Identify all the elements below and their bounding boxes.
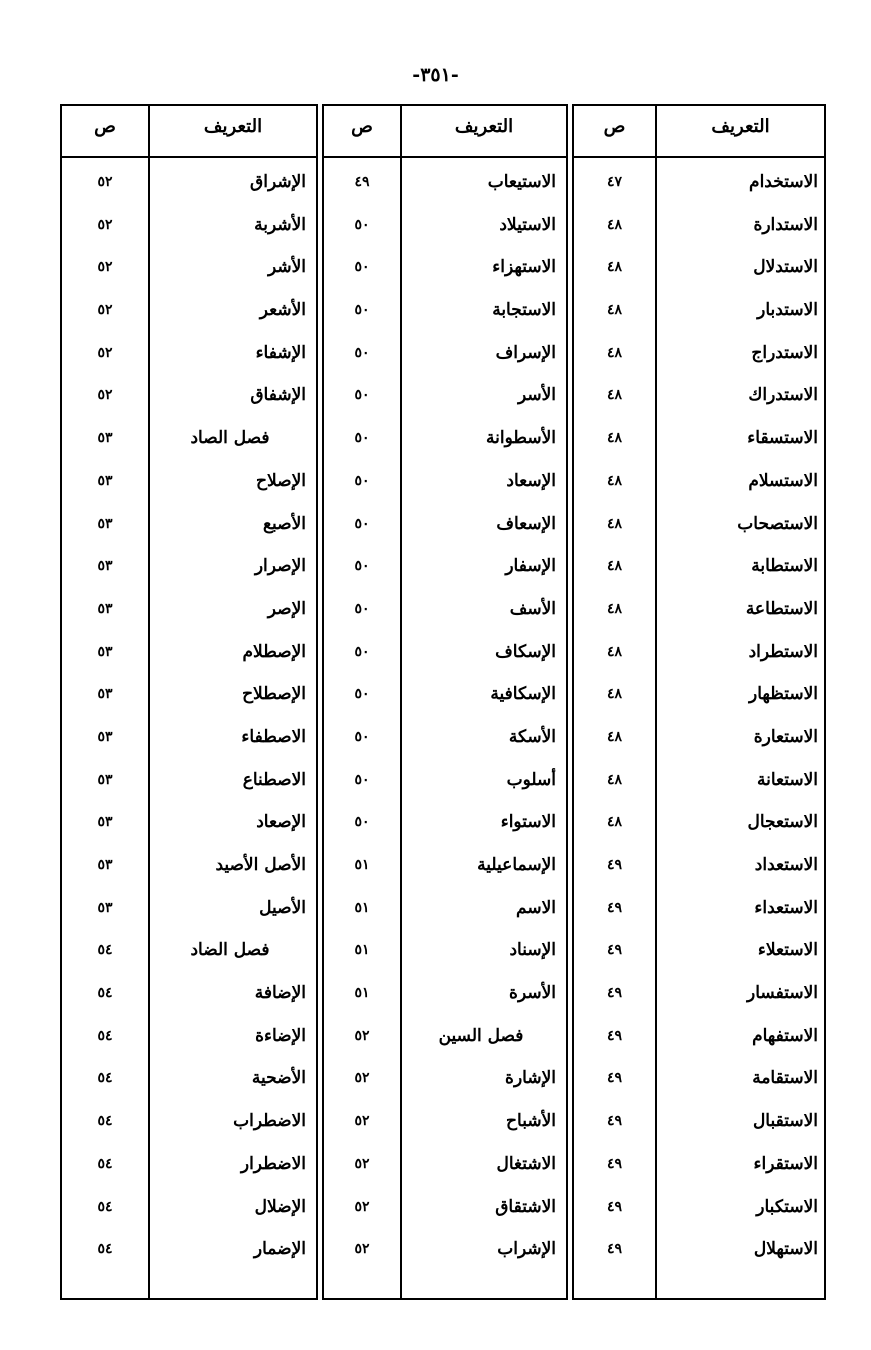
entry-page-number: ٥٢: [354, 1198, 370, 1215]
entry-term: الاستفهام: [752, 1025, 818, 1046]
entry-term: الاصطفاء: [241, 726, 306, 747]
index-entry-row: [324, 1233, 566, 1276]
entry-page-number: ٥٠: [354, 600, 370, 617]
entry-term: الاستطابة: [751, 556, 818, 577]
index-entry-row: [574, 1105, 824, 1148]
entry-term: الاسم: [516, 897, 556, 918]
entry-term: الاستقبال: [752, 1111, 818, 1132]
index-entry-row: [574, 977, 824, 1020]
entry-page-number: ٥٢: [354, 1155, 370, 1172]
index-entry-row: [62, 1062, 316, 1105]
index-entry-row: [574, 892, 824, 935]
entry-term: الاستصحاب: [737, 513, 818, 534]
entry-page-number: ٥٢: [97, 174, 113, 190]
entry-term: الأشعر: [259, 300, 306, 321]
entry-term: الاستعجال: [747, 812, 818, 833]
entry-page-number: ٥١: [354, 942, 370, 959]
entry-term: الإشفاء: [255, 342, 306, 363]
entry-term: الإسكاف: [495, 641, 556, 662]
entry-page-number: ٤٨: [606, 728, 623, 745]
index-entry-row: [574, 550, 824, 593]
entry-term: الأضحية: [251, 1068, 306, 1089]
header-page: ص: [94, 116, 116, 137]
entry-page-number: ٥٤: [97, 1070, 113, 1087]
entry-page-number: ٥٣: [97, 515, 113, 532]
entry-term: الاستيلاد: [499, 214, 556, 235]
index-entry-row: [62, 678, 316, 721]
entry-term: الإشفاق: [250, 385, 306, 406]
index-entry-row: [574, 379, 824, 422]
header-term: التعريف: [203, 116, 263, 137]
index-entry-row: [574, 849, 824, 892]
entry-page-number: ٥٣: [97, 643, 113, 660]
entry-term: أسلوب: [506, 769, 556, 790]
index-entry-row: [574, 1233, 824, 1276]
index-entry-row: [574, 636, 824, 679]
entry-page-number: ٥٢: [97, 302, 113, 319]
entry-page-number: ٥١: [354, 857, 370, 873]
entry-page-number: ٥٣: [97, 430, 113, 447]
index-entry-row: [324, 465, 566, 508]
section-heading-row: [62, 934, 316, 977]
entry-page-number: ٥٤: [97, 1155, 113, 1172]
entry-term: الاستقراء: [753, 1153, 818, 1174]
entry-page-number: ٥٤: [97, 942, 113, 959]
section-heading-row: [324, 1020, 566, 1063]
entry-term: الاستسلام: [748, 470, 818, 491]
entry-term: الاستعداد: [754, 855, 818, 875]
entry-term: الاستواء: [500, 812, 556, 833]
column-header: [62, 106, 316, 158]
entry-term: الاستعانة: [756, 769, 818, 790]
entry-term: الاستعداء: [754, 897, 818, 918]
index-entry-row: [62, 1148, 316, 1191]
entry-term: الإسراف: [495, 342, 556, 363]
entry-term: الإضلال: [254, 1196, 306, 1217]
entry-page-number: ٥٤: [97, 1113, 113, 1130]
entry-page-number: ٤٩: [606, 1027, 623, 1044]
entry-page-number: ٥٠: [354, 259, 370, 276]
index-entry-row: [62, 806, 316, 849]
row-list: [62, 166, 316, 1276]
entry-page-number: ٥٣: [97, 728, 113, 745]
entry-term: الإضافة: [254, 983, 306, 1004]
entry-page-number: ٥٠: [354, 430, 370, 447]
index-entry-row: [62, 849, 316, 892]
index-entry-row: [324, 337, 566, 380]
section-heading: فصل الصاد: [190, 428, 270, 449]
index-entry-row: [324, 636, 566, 679]
entry-page-number: ٤٩: [606, 1113, 623, 1130]
index-entry-row: [62, 764, 316, 807]
entry-term: الأسف: [509, 598, 556, 619]
entry-term: الإضاءة: [255, 1025, 306, 1046]
index-entry-row: [324, 550, 566, 593]
entry-term: الاستيعاب: [487, 172, 556, 192]
entry-page-number: ٥٤: [97, 985, 113, 1002]
header-term: التعريف: [711, 116, 770, 137]
entry-page-number: ٤٨: [606, 302, 623, 319]
index-entry-row: [574, 465, 824, 508]
index-entry-row: [324, 1148, 566, 1191]
entry-term: الاشتقاق: [495, 1196, 556, 1217]
entry-page-number: ٥٠: [354, 728, 370, 745]
index-entry-row: [62, 721, 316, 764]
entry-page-number: ٤٩: [606, 1155, 623, 1172]
entry-page-number: ٥٢: [354, 1113, 370, 1130]
index-entry-row: [324, 892, 566, 935]
section-heading: فصل السين: [438, 1025, 524, 1046]
index-entry-row: [574, 337, 824, 380]
index-entry-row: [324, 209, 566, 252]
entry-term: الاستعلاء: [757, 940, 818, 961]
index-entry-row: [62, 508, 316, 551]
entry-term: الإسكافية: [490, 684, 556, 705]
entry-term: الأسرة: [509, 983, 556, 1004]
column-header: [574, 106, 824, 158]
entry-page-number: ٤٨: [606, 600, 623, 617]
entry-term: الإضمار: [253, 1239, 306, 1260]
index-entry-row: [574, 678, 824, 721]
section-heading-row: [62, 422, 316, 465]
entry-page-number: ٤٨: [606, 558, 623, 575]
entry-page-number: ٤٩: [606, 1241, 623, 1258]
entry-page-number: ٤٨: [606, 515, 623, 532]
entry-term: الإشراب: [497, 1239, 556, 1260]
entry-page-number: ٥٤: [97, 1241, 113, 1258]
entry-term: الأصبع: [262, 513, 306, 534]
entry-page-number: ٤٨: [606, 216, 623, 233]
index-entry-row: [62, 1105, 316, 1148]
entry-page-number: ٤٩: [606, 1070, 623, 1087]
index-entry-row: [574, 1062, 824, 1105]
index-entry-row: [574, 806, 824, 849]
entry-term: الإسعاف: [496, 513, 556, 534]
index-entry-row: [62, 636, 316, 679]
index-entry-row: [324, 593, 566, 636]
entry-term: الاستكبار: [756, 1196, 818, 1217]
entry-page-number: ٥١: [354, 985, 370, 1002]
index-entry-row: [62, 977, 316, 1020]
entry-term: الاستدارة: [753, 214, 818, 235]
entry-page-number: ٤٧: [606, 174, 623, 190]
index-entry-row: [574, 422, 824, 465]
index-entry-row: [324, 849, 566, 892]
column-header: [324, 106, 566, 158]
entry-page-number: ٤٩: [354, 174, 370, 190]
entry-term: الاصطناع: [242, 769, 306, 790]
entry-term: الاستخدام: [749, 172, 818, 192]
index-entry-row: [574, 1020, 824, 1063]
index-entry-row: [574, 166, 824, 209]
entry-term: الإصرار: [254, 556, 306, 577]
index-entry-row: [324, 379, 566, 422]
entry-term: الأشر: [267, 257, 306, 278]
index-entry-row: [324, 251, 566, 294]
entry-term: الأصيل: [259, 897, 306, 918]
header-page: ص: [603, 116, 626, 137]
entry-term: الاستظهار: [749, 684, 818, 705]
index-entry-row: [62, 550, 316, 593]
index-entry-row: [324, 934, 566, 977]
index-entry-row: [62, 337, 316, 380]
entry-term: الإصر: [267, 598, 306, 619]
page-number: -٣٥١-: [412, 64, 459, 86]
index-entry-row: [574, 1191, 824, 1234]
entry-page-number: ٤٨: [606, 643, 623, 660]
index-entry-row: [574, 294, 824, 337]
index-entry-row: [62, 251, 316, 294]
entry-page-number: ٤٨: [606, 344, 623, 361]
index-entry-row: [62, 465, 316, 508]
header-page: ص: [351, 116, 373, 137]
index-entry-row: [324, 977, 566, 1020]
entry-page-number: ٥٢: [97, 259, 113, 276]
entry-term: الإسعاد: [506, 470, 556, 491]
entry-term: الأسكة: [508, 726, 556, 747]
entry-term: الإصعاد: [256, 812, 306, 833]
entry-page-number: ٥٢: [354, 1027, 370, 1044]
index-entry-row: [574, 251, 824, 294]
entry-term: الأسطوانة: [486, 428, 556, 449]
entry-page-number: ٥٢: [354, 1070, 370, 1087]
entry-term: الاستدراك: [748, 385, 818, 406]
index-entry-row: [324, 678, 566, 721]
entry-page-number: ٥٣: [97, 686, 113, 703]
entry-page-number: ٥٤: [97, 1198, 113, 1215]
entry-page-number: ٥٣: [97, 771, 113, 788]
entry-page-number: ٥٠: [354, 771, 370, 788]
entry-page-number: ٥٠: [354, 344, 370, 361]
entry-term: الاستهلال: [753, 1239, 818, 1260]
index-entry-row: [324, 1105, 566, 1148]
index-entry-row: [324, 508, 566, 551]
index-entry-row: [62, 1020, 316, 1063]
entry-page-number: ٤٩: [606, 1198, 623, 1215]
index-entry-row: [574, 593, 824, 636]
index-column-right: [572, 104, 826, 1300]
entry-term: الإصطلام: [242, 641, 306, 662]
index-entry-row: [324, 764, 566, 807]
index-entry-row: [62, 593, 316, 636]
entry-page-number: ٥٠: [354, 686, 370, 703]
entry-term: الاستهزاء: [492, 257, 556, 278]
entry-page-number: ٤٨: [606, 771, 623, 788]
entry-page-number: ٤٨: [606, 686, 623, 703]
header-term: التعريف: [454, 116, 514, 137]
index-entry-row: [574, 721, 824, 764]
index-entry-row: [62, 892, 316, 935]
entry-term: الإشراق: [250, 172, 306, 192]
entry-page-number: ٤٨: [606, 430, 623, 447]
entry-page-number: ٥٣: [97, 814, 113, 831]
index-table: [60, 104, 826, 1302]
index-entry-row: [62, 209, 316, 252]
entry-term: الاستدلال: [753, 257, 818, 278]
index-column-middle: [322, 104, 568, 1300]
entry-page-number: ٥٢: [354, 1241, 370, 1258]
index-entry-row: [574, 764, 824, 807]
entry-page-number: ٥٢: [97, 344, 113, 361]
entry-term: الأصل الأصيد: [215, 855, 306, 875]
entry-term: الأشباح: [506, 1111, 556, 1132]
entry-page-number: ٤٩: [606, 985, 623, 1002]
index-entry-row: [62, 379, 316, 422]
entry-term: الإصطلاح: [242, 684, 306, 705]
index-entry-row: [62, 166, 316, 209]
entry-term: الإصلاح: [256, 470, 306, 491]
entry-page-number: ٥٤: [97, 1027, 113, 1044]
entry-term: الاستقامة: [752, 1068, 818, 1089]
index-entry-row: [574, 934, 824, 977]
entry-term: الأشربة: [254, 214, 306, 235]
entry-page-number: ٥٠: [354, 216, 370, 233]
entry-term: الاستدبار: [757, 300, 818, 321]
index-entry-row: [324, 294, 566, 337]
entry-page-number: ٤٨: [606, 387, 623, 404]
entry-term: الاضطرار: [240, 1153, 306, 1174]
entry-term: الاستجابة: [492, 300, 556, 321]
entry-page-number: ٥٢: [97, 387, 113, 404]
entry-page-number: ٤٩: [606, 899, 623, 916]
index-entry-row: [324, 721, 566, 764]
entry-page-number: ٥٠: [354, 515, 370, 532]
entry-term: الاستفسار: [747, 983, 818, 1004]
index-entry-row: [324, 166, 566, 209]
entry-page-number: ٤٨: [606, 814, 623, 831]
entry-page-number: ٥٠: [354, 472, 370, 489]
entry-term: الإسماعيلية: [477, 855, 556, 875]
entry-page-number: ٥١: [354, 899, 370, 916]
entry-term: الاستدراج: [751, 342, 818, 363]
index-entry-row: [574, 209, 824, 252]
index-entry-row: [62, 294, 316, 337]
entry-page-number: ٥٠: [354, 302, 370, 319]
entry-page-number: ٥٣: [97, 558, 113, 575]
index-entry-row: [574, 1148, 824, 1191]
section-heading: فصل الضاد: [190, 940, 270, 961]
entry-term: الإسناد: [509, 940, 556, 961]
entry-term: الإشارة: [505, 1068, 556, 1089]
entry-term: الأسر: [517, 385, 556, 406]
entry-page-number: ٤٩: [606, 857, 623, 873]
entry-term: الإسفار: [505, 556, 556, 577]
index-entry-row: [324, 1062, 566, 1105]
entry-term: الاضطراب: [233, 1111, 306, 1132]
index-entry-row: [574, 508, 824, 551]
index-entry-row: [62, 1233, 316, 1276]
entry-term: الاستطاعة: [745, 598, 818, 619]
entry-term: الاستسقاء: [747, 428, 818, 449]
entry-term: الاستعارة: [753, 726, 818, 747]
entry-page-number: ٥٣: [97, 857, 113, 873]
entry-page-number: ٤٨: [606, 472, 623, 489]
index-entry-row: [324, 806, 566, 849]
index-entry-row: [62, 1191, 316, 1234]
entry-page-number: ٤٩: [606, 942, 623, 959]
entry-page-number: ٤٨: [606, 259, 623, 276]
entry-page-number: ٥٣: [97, 899, 113, 916]
entry-page-number: ٥٠: [354, 814, 370, 831]
entry-page-number: ٥٣: [97, 600, 113, 617]
index-column-left: [60, 104, 318, 1300]
row-list: [574, 166, 824, 1276]
entry-page-number: ٥٣: [97, 472, 113, 489]
entry-term: الاشتغال: [496, 1153, 556, 1174]
row-list: [324, 166, 566, 1276]
entry-page-number: ٥٠: [354, 387, 370, 404]
entry-term: الاستطراد: [748, 641, 818, 662]
entry-page-number: ٥٠: [354, 558, 370, 575]
index-entry-row: [324, 1191, 566, 1234]
entry-page-number: ٥٢: [97, 216, 113, 233]
index-entry-row: [324, 422, 566, 465]
entry-page-number: ٥٠: [354, 643, 370, 660]
